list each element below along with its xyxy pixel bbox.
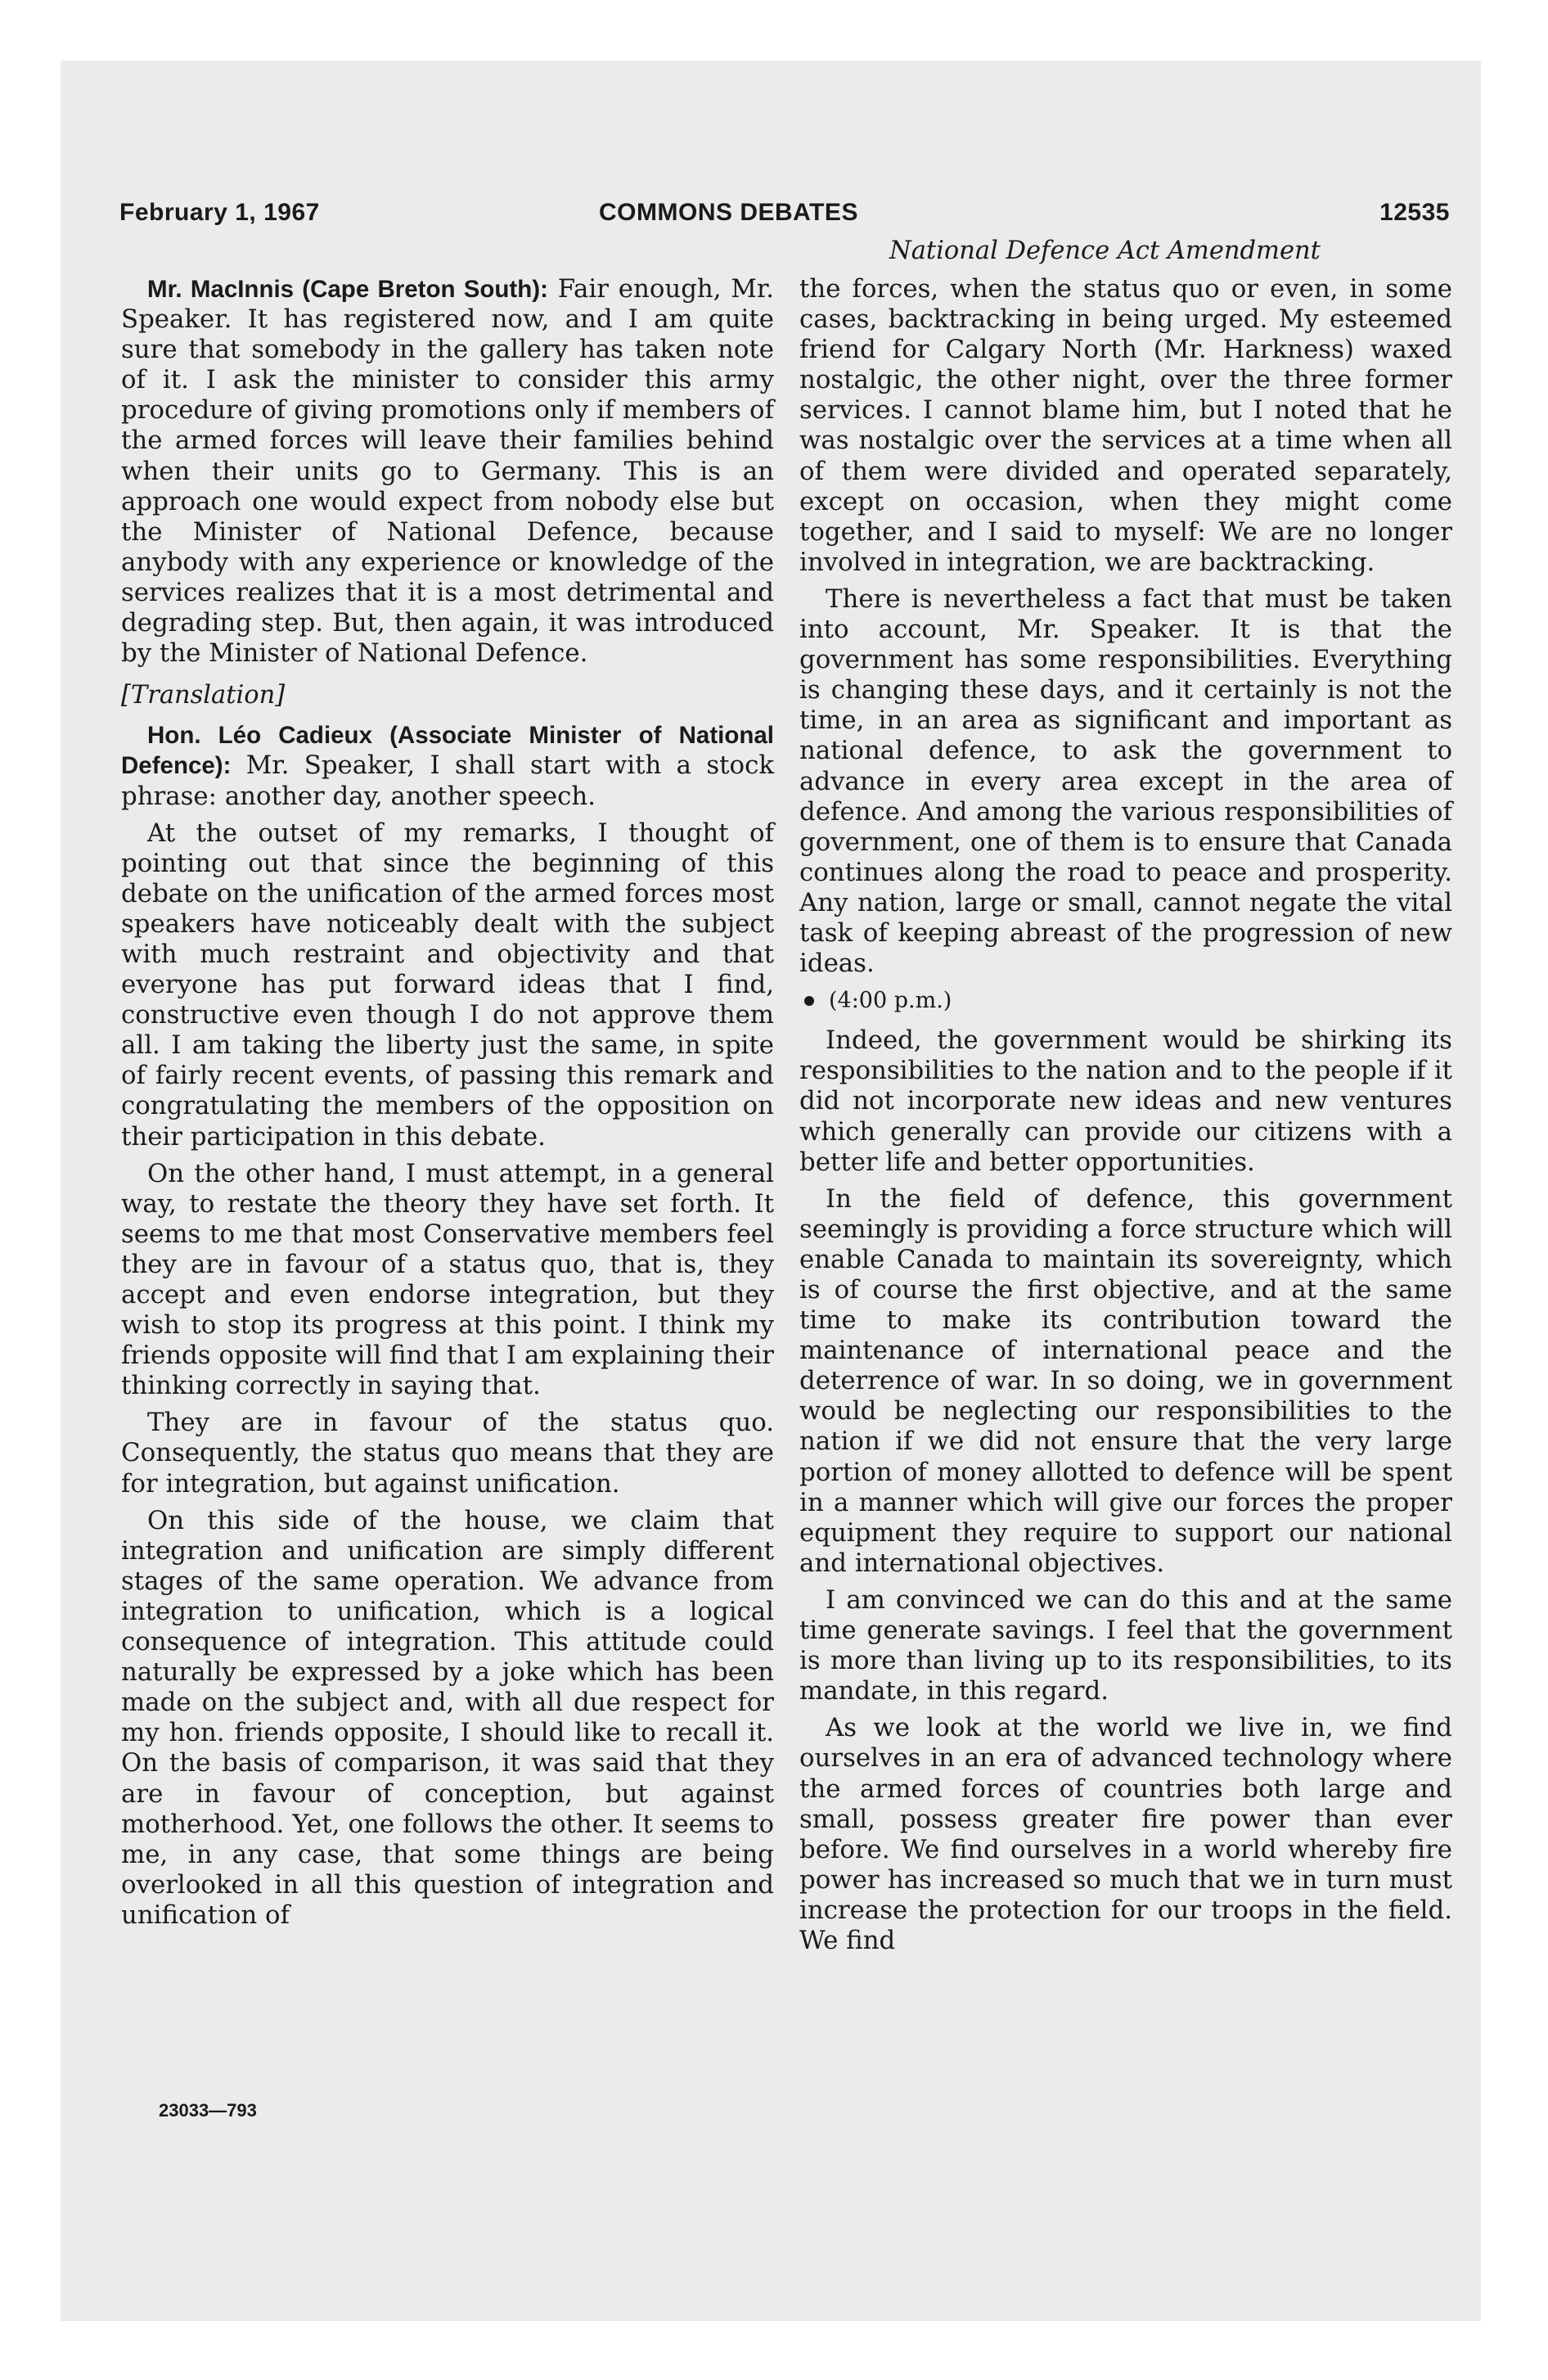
header-date: February 1, 1967 (119, 199, 320, 226)
speaker-name: Hon. Léo Cadieux (Associate Minister of National Defence): (121, 722, 774, 780)
running-subtitle: National Defence Act Amendment (889, 237, 1321, 265)
translation-label: [Translation] (121, 681, 286, 710)
speech-text: Fair enough, Mr. Speaker. It has registered now, and I am quite sure that somebody in the gallery has taken note of it. I ask the minister to consider this army procedure of giving promotions only if members of the armed forces will leave their families behind when their units go to Germany. This is an approach one would expect from nobody else but the Minister of National Defence, because anybody with any experience or knowledge of the services realizes that it is a most detrimental and degrading step. But, then again, it was introduced by the Minister of National Defence. (121, 274, 775, 669)
paragraph: At the outset of my remarks, I thought of pointing out that since the beginning of this debate on the unification of the armed forces most speakers have noticeably dealt with the subject with much restraint and objectivity and that everyone has put forward ideas that I find, constructive even though I do not approve them all. I am taking the liberty just the same, in spite of fairly recent events, of passing this remark and congratulating the members of the opposition on their participation in this debate. (121, 818, 774, 1152)
speech-text: Mr. Speaker, I shall start with a stock phrase: another day, another speech. (121, 751, 774, 811)
bullet-icon (804, 996, 814, 1006)
paragraph: On this side of the house, we claim that integration and unification are simply different stages of the same operation. We advance from integration to unification, which is a logical consequence of integration. This attitude could naturally be expressed by a joke which has been made on the subject and, with all due respect for my hon. friends opposite, I should like to recall it. On the basis of comparison, it was said that they are in favour of conception, but against motherhood. Yet, one follows the other. It seems to me, in any case, that some things are being overlooked in all this question of integration and unification of (121, 1505, 774, 1930)
paragraph: On the other hand, I must attempt, in a general way, to restate the theory they have set forth. It seems to me that most Conservative members feel they are in favour of a status quo, that is, they accept and even endorse integration, but they wish to stop its progress at this point. I think my friends opposite will find that I am explaining their thinking correctly in saying that. (121, 1158, 774, 1401)
paragraph: As we look at the world we live in, we find ourselves in an era of advanced technology where the armed forces of countries both large and small, possess greater fire power than ever before. We find ourselves in a world whereby fire power has increased so much that we in turn must increase the protection for our troops in the field. We find (799, 1713, 1452, 1955)
page-header (119, 199, 1450, 232)
time-marker-text: (4:00 p.m.) (829, 988, 952, 1014)
header-page-number: 12535 (1379, 199, 1450, 226)
paragraph: Indeed, the government would be shirking its responsibilities to the nation and to the people if it did not incorporate new ideas and new ventures which generally can provide our citizens with a better life and better opportunities. (799, 1025, 1452, 1177)
paragraph: They are in favour of the status quo. Consequently, the status quo means that they are for integration, but against unification. (121, 1408, 774, 1499)
paragraph: There is nevertheless a fact that must be taken into account, Mr. Speaker. It is that the government has some responsibilities. Everything is changing these days, and it certainly is not the time, in an area as significant and important as national defence, to ask the government to advance in every area except in the area of defence. And among the various responsibilities of government, one of them is to ensure that Canada continues along the road to peace and prosperity. Any nation, large or small, cannot negate the vital task of keeping abreast of the progression of new ideas. (799, 584, 1452, 979)
speaker-name: Mr. MacInnis (Cape Breton South): (147, 276, 548, 303)
paragraph (121, 720, 774, 811)
paragraph (121, 274, 774, 669)
time-marker (799, 985, 1452, 1016)
header-title: COMMONS DEBATES (599, 199, 858, 226)
footer-code: 23033—793 (159, 2100, 257, 2121)
paragraph: the forces, when the status quo or even, in some cases, backtracking in being urged. My esteemed friend for Calgary North (Mr. Harkness) waxed nostalgic, the other night, over the three former services. I cannot blame him, but I noted that he was nostalgic over the services at a time when all of them were divided and operated separately, except on occasion, when they might come together, and I said to myself: We are no longer involved in integration, we are backtracking. (799, 274, 1452, 577)
paragraph: In the field of defence, this government seemingly is providing a force structure which will enable Canada to maintain its sovereignty, which is of course the first objective, and at the same time to make its contribution toward the maintenance of international peace and the deterrence of war. In so doing, we in government would be neglecting our responsibilities to the nation if we did not ensure that the very large portion of money allotted to defence will be spent in a manner which will give our forces the proper equipment they require to support our national and international objectives. (799, 1183, 1452, 1578)
left-column (121, 274, 774, 1937)
paragraph: I am convinced we can do this and at the same time generate savings. I feel that the government is more than living up to its responsibilities, to its mandate, in this regard. (799, 1584, 1452, 1706)
right-column (799, 274, 1452, 1963)
